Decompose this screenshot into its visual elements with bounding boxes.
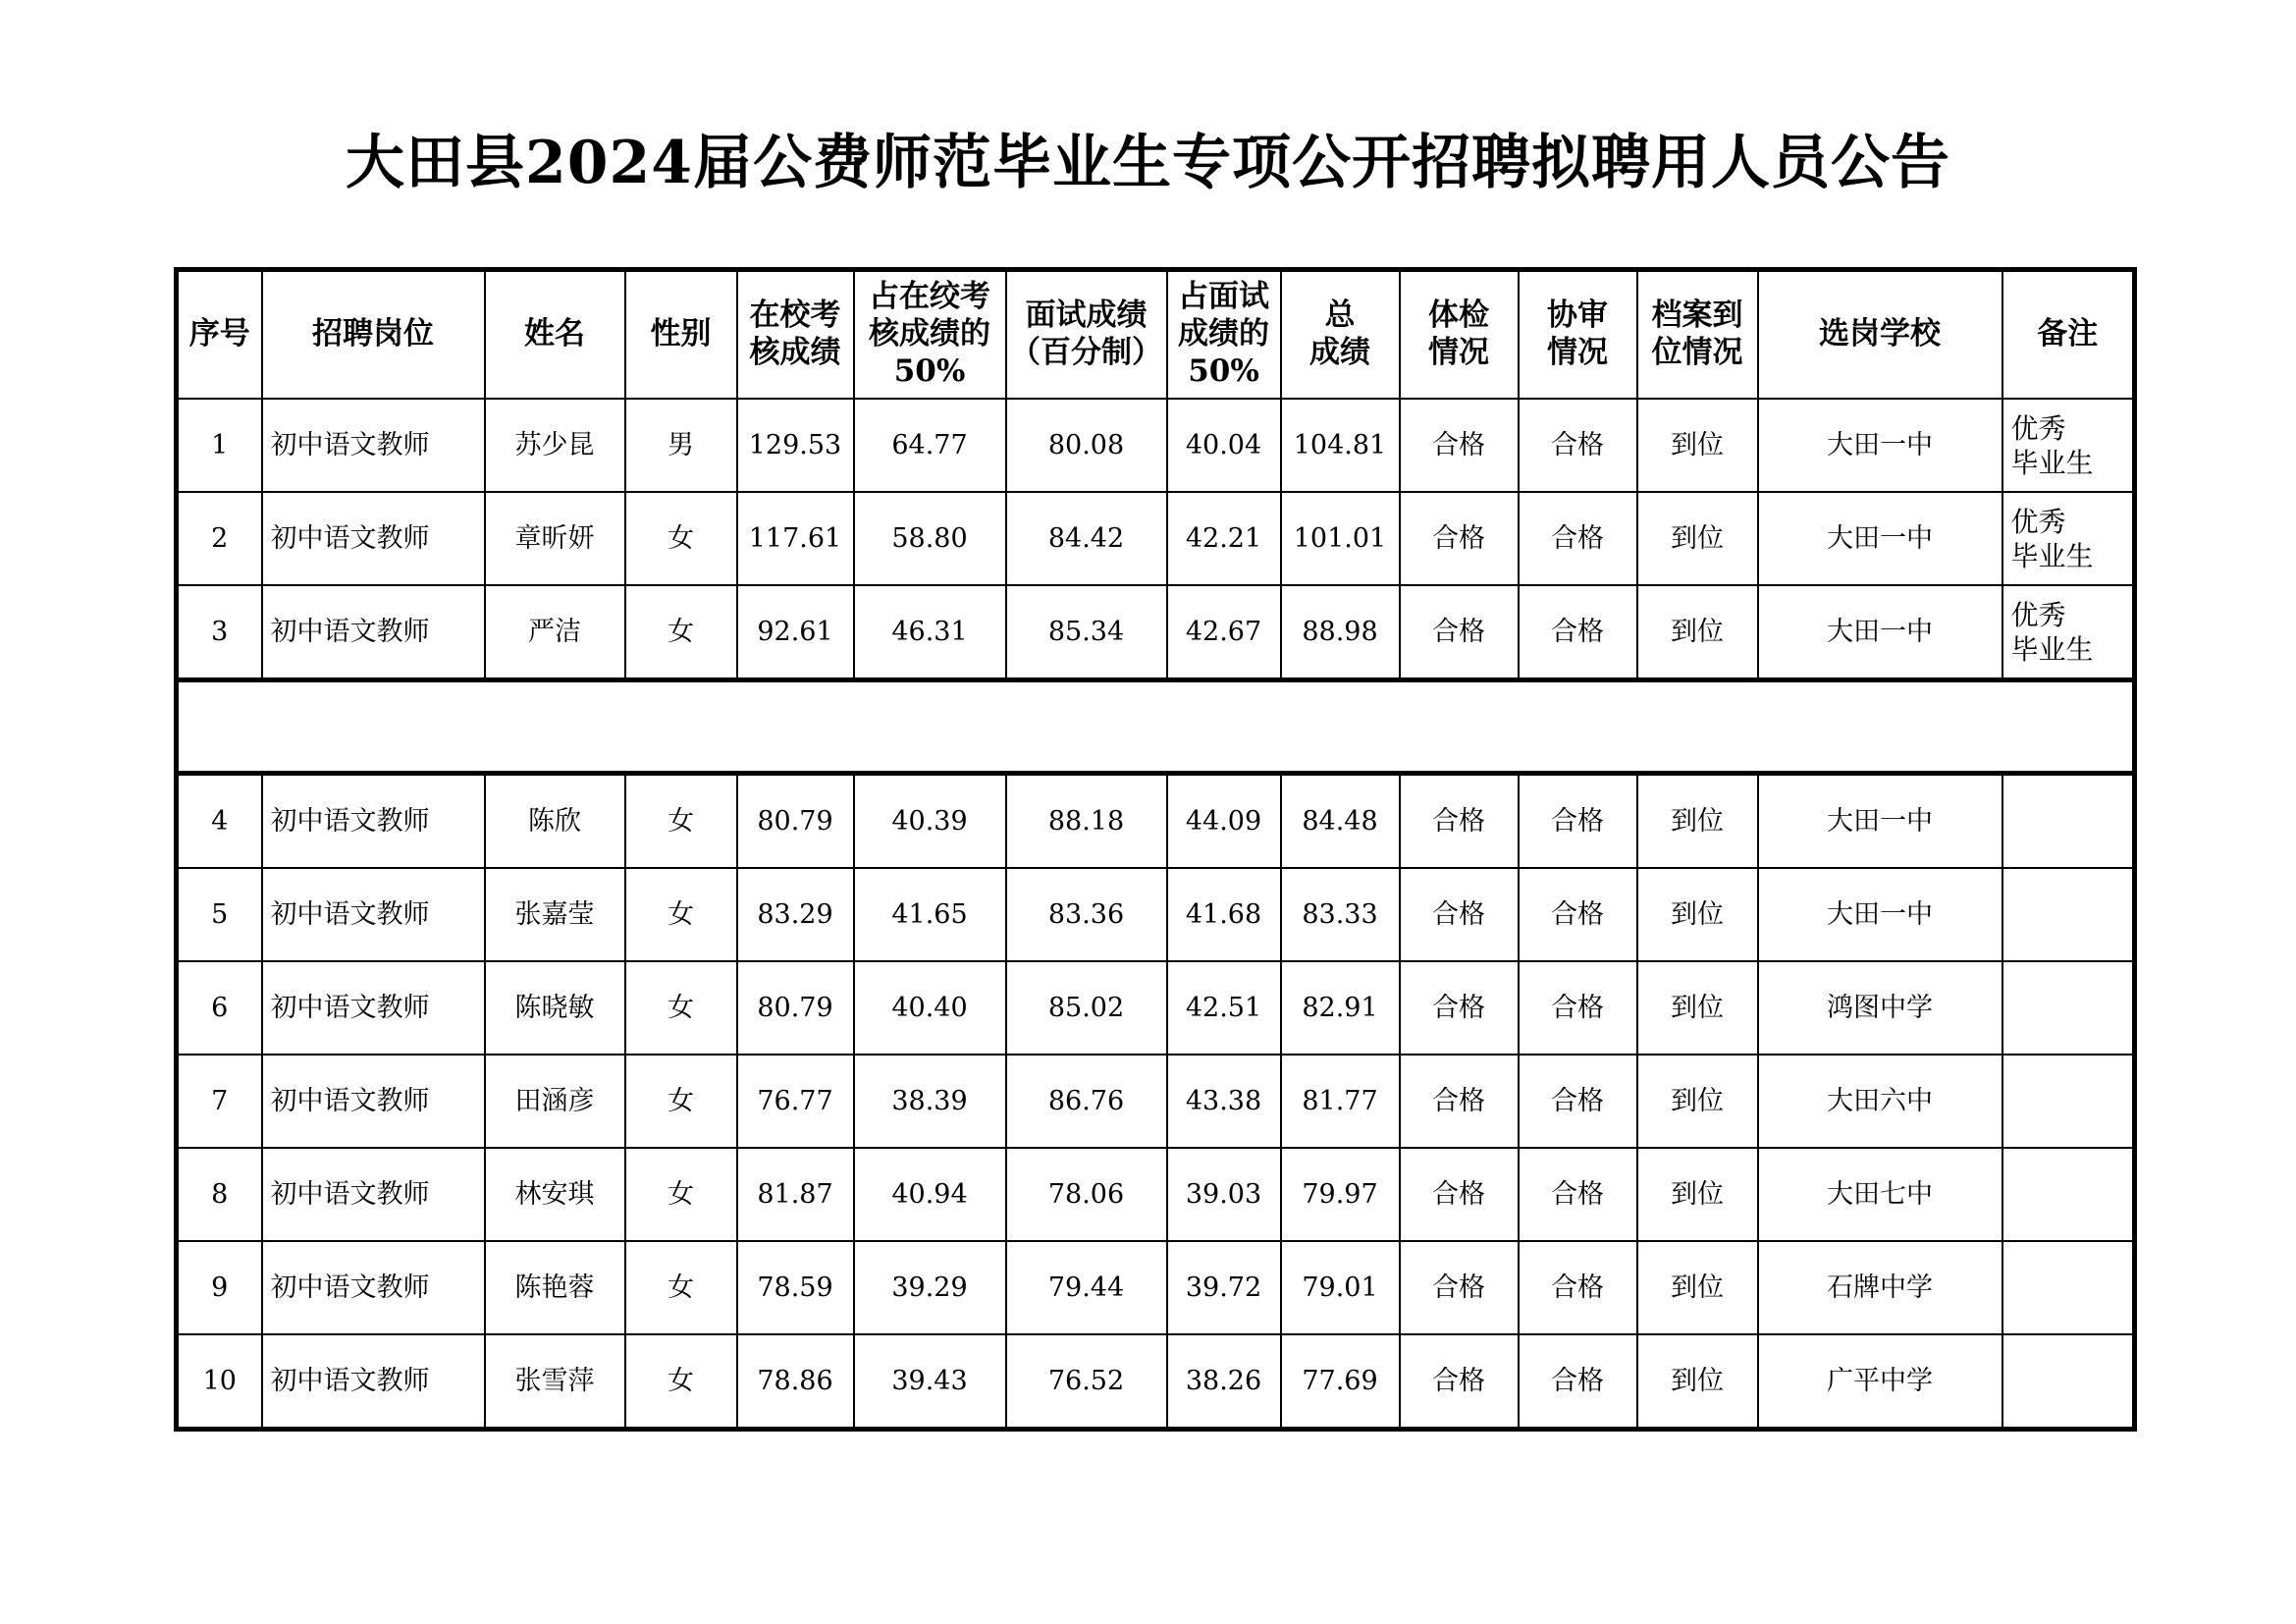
header-line: 成绩 [1309,335,1370,370]
header-line: 情况 [1428,335,1489,370]
cell-interview-score-50: 42.67 [1167,585,1281,680]
cell-name: 章昕妍 [485,492,625,585]
table-row [177,492,2135,585]
cell-school-score: 129.53 [737,399,854,492]
cell-school-score: 83.29 [737,868,854,961]
header-line: 总 [1324,298,1356,334]
cell-interview-score-50: 42.21 [1167,492,1281,585]
header-line: 备注 [2037,316,2099,352]
cell-school-score-50: 39.43 [854,1334,1006,1430]
column-header-gender [625,270,737,400]
cell-name: 田涵彦 [485,1055,625,1148]
cell-seq: 7 [177,1055,262,1148]
cell-seq: 8 [177,1148,262,1241]
column-header-position [262,270,485,400]
cell-interview-score: 86.76 [1006,1055,1167,1148]
cell-position: 初中语文教师 [262,961,485,1055]
cell-total: 82.91 [1281,961,1400,1055]
table-row [177,868,2135,961]
remark-line: 毕业生 [2010,446,2094,479]
cell-school: 大田一中 [1758,492,2002,585]
column-header-interview-score-50 [1167,270,1281,400]
cell-gender: 女 [625,1241,737,1334]
separator-row [177,680,2135,774]
cell-physical: 合格 [1400,492,1519,585]
header-line: 50% [893,352,966,389]
cell-review: 合格 [1519,961,1637,1055]
cell-remark [2002,1055,2135,1148]
cell-school-score: 117.61 [737,492,854,585]
cell-total: 81.77 [1281,1055,1400,1148]
cell-remark [2002,399,2135,492]
cell-school: 大田六中 [1758,1055,2002,1148]
cell-school: 大田一中 [1758,585,2002,680]
cell-school: 大田一中 [1758,774,2002,869]
cell-remark [2002,492,2135,585]
cell-school-score-50: 64.77 [854,399,1006,492]
cell-school-score: 92.61 [737,585,854,680]
table-row [177,961,2135,1055]
cell-physical: 合格 [1400,1148,1519,1241]
cell-gender: 女 [625,1334,737,1430]
cell-name: 张雪萍 [485,1334,625,1430]
cell-remark [2002,868,2135,961]
table-body-top [177,399,2135,680]
header-line: 情况 [1547,335,1608,370]
cell-interview-score-50: 39.03 [1167,1148,1281,1241]
cell-interview-score: 88.18 [1006,774,1167,869]
cell-physical: 合格 [1400,1055,1519,1148]
cell-school-score-50: 40.39 [854,774,1006,869]
table-separator [177,680,2135,774]
cell-review: 合格 [1519,774,1637,869]
cell-name: 严洁 [485,585,625,680]
table-row [177,399,2135,492]
cell-position: 初中语文教师 [262,1055,485,1148]
cell-remark [2002,774,2135,869]
cell-school: 大田七中 [1758,1148,2002,1241]
cell-archive: 到位 [1637,585,1758,680]
cell-interview-score: 76.52 [1006,1334,1167,1430]
cell-gender: 女 [625,1055,737,1148]
table-row [177,1241,2135,1334]
header-line: 性别 [650,316,712,352]
cell-position: 初中语文教师 [262,1241,485,1334]
cell-archive: 到位 [1637,492,1758,585]
cell-remark [2002,585,2135,680]
header-line: 成绩的 [1178,316,1269,352]
page-title: 大田县2024届公费师范毕业生专项公开招聘拟聘用人员公告 [346,129,1950,197]
cell-school: 石牌中学 [1758,1241,2002,1334]
cell-review: 合格 [1519,399,1637,492]
cell-school-score-50: 46.31 [854,585,1006,680]
remark-line: 毕业生 [2010,539,2094,572]
cell-name: 陈艳蓉 [485,1241,625,1334]
header-line: 姓名 [524,316,585,352]
table-row [177,774,2135,869]
cell-total: 104.81 [1281,399,1400,492]
cell-physical: 合格 [1400,774,1519,869]
header-line: 体检 [1428,298,1489,334]
cell-physical: 合格 [1400,399,1519,492]
cell-position: 初中语文教师 [262,492,485,585]
header-line: 位情况 [1651,335,1743,370]
cell-total: 77.69 [1281,1334,1400,1430]
header-line: （百分制） [1010,335,1162,370]
cell-name: 陈晓敏 [485,961,625,1055]
remark-line: 毕业生 [2010,632,2094,666]
cell-gender: 女 [625,868,737,961]
cell-interview-score-50: 39.72 [1167,1241,1281,1334]
header-line: 档案到 [1651,298,1743,334]
cell-position: 初中语文教师 [262,774,485,869]
cell-seq: 10 [177,1334,262,1430]
cell-interview-score: 79.44 [1006,1241,1167,1334]
cell-total: 83.33 [1281,868,1400,961]
cell-name: 陈欣 [485,774,625,869]
header-line: 核成绩的 [869,316,990,352]
cell-seq: 2 [177,492,262,585]
column-header-physical [1400,270,1519,400]
cell-archive: 到位 [1637,1334,1758,1430]
cell-seq: 6 [177,961,262,1055]
cell-gender: 女 [625,492,737,585]
header-line: 50% [1188,352,1259,389]
cell-name: 苏少昆 [485,399,625,492]
cell-archive: 到位 [1637,961,1758,1055]
cell-school: 大田一中 [1758,868,2002,961]
cell-physical: 合格 [1400,585,1519,680]
cell-interview-score: 80.08 [1006,399,1167,492]
cell-physical: 合格 [1400,961,1519,1055]
cell-review: 合格 [1519,492,1637,585]
cell-position: 初中语文教师 [262,1334,485,1430]
cell-school-score: 78.59 [737,1241,854,1334]
cell-school-score-50: 39.29 [854,1241,1006,1334]
cell-school: 鸿图中学 [1758,961,2002,1055]
cell-total: 88.98 [1281,585,1400,680]
column-header-interview-score [1006,270,1167,400]
cell-interview-score: 84.42 [1006,492,1167,585]
header-line: 序号 [188,316,250,352]
cell-remark [2002,1241,2135,1334]
hiring-table [174,267,2137,1432]
cell-school: 广平中学 [1758,1334,2002,1430]
header-line: 协审 [1547,298,1608,334]
remark-line: 优秀 [2010,598,2066,631]
cell-position: 初中语文教师 [262,585,485,680]
cell-school-score: 81.87 [737,1148,854,1241]
cell-total: 101.01 [1281,492,1400,585]
cell-school-score: 78.86 [737,1334,854,1430]
cell-archive: 到位 [1637,399,1758,492]
cell-seq: 4 [177,774,262,869]
cell-interview-score: 78.06 [1006,1148,1167,1241]
header-line: 选岗学校 [1819,316,1941,352]
cell-interview-score-50: 42.51 [1167,961,1281,1055]
cell-review: 合格 [1519,1148,1637,1241]
cell-review: 合格 [1519,1334,1637,1430]
cell-position: 初中语文教师 [262,868,485,961]
cell-total: 79.01 [1281,1241,1400,1334]
table-body-bottom [177,774,2135,1430]
cell-seq: 9 [177,1241,262,1334]
column-header-name [485,270,625,400]
cell-school-score-50: 41.65 [854,868,1006,961]
cell-school-score-50: 40.40 [854,961,1006,1055]
header-line: 占在绞考 [869,279,990,315]
cell-school-score-50: 38.39 [854,1055,1006,1148]
cell-review: 合格 [1519,1055,1637,1148]
cell-archive: 到位 [1637,868,1758,961]
table-row [177,585,2135,680]
cell-physical: 合格 [1400,1334,1519,1430]
table-row [177,1334,2135,1430]
cell-archive: 到位 [1637,1055,1758,1148]
cell-review: 合格 [1519,585,1637,680]
cell-gender: 女 [625,774,737,869]
header-line: 招聘岗位 [312,316,434,352]
cell-interview-score-50: 44.09 [1167,774,1281,869]
cell-archive: 到位 [1637,774,1758,869]
cell-school: 大田一中 [1758,399,2002,492]
cell-total: 79.97 [1281,1148,1400,1241]
column-header-total [1281,270,1400,400]
header-line: 面试成绩 [1025,298,1148,334]
cell-remark [2002,1334,2135,1430]
cell-school-score-50: 58.80 [854,492,1006,585]
table-row [177,1055,2135,1148]
column-header-remark [2002,270,2135,400]
cell-gender: 女 [625,961,737,1055]
separator-cell [177,680,2135,774]
cell-total: 84.48 [1281,774,1400,869]
header-line: 核成绩 [749,335,841,370]
table-row [177,1148,2135,1241]
cell-name: 张嘉莹 [485,868,625,961]
cell-name: 林安琪 [485,1148,625,1241]
cell-interview-score: 83.36 [1006,868,1167,961]
cell-position: 初中语文教师 [262,399,485,492]
cell-seq: 3 [177,585,262,680]
column-header-review [1519,270,1637,400]
header-line: 占面试 [1178,279,1269,315]
cell-remark [2002,1148,2135,1241]
cell-interview-score-50: 40.04 [1167,399,1281,492]
cell-position: 初中语文教师 [262,1148,485,1241]
cell-school-score: 80.79 [737,961,854,1055]
cell-interview-score-50: 41.68 [1167,868,1281,961]
column-header-school-score [737,270,854,400]
cell-interview-score: 85.02 [1006,961,1167,1055]
table-header-row [177,270,2135,400]
cell-gender: 女 [625,1148,737,1241]
cell-archive: 到位 [1637,1241,1758,1334]
header-line: 在校考 [749,298,841,334]
cell-physical: 合格 [1400,868,1519,961]
cell-interview-score-50: 38.26 [1167,1334,1281,1430]
cell-gender: 女 [625,585,737,680]
column-header-school [1758,270,2002,400]
remark-line: 优秀 [2010,411,2066,445]
column-header-school-score-50 [854,270,1006,400]
cell-interview-score-50: 43.38 [1167,1055,1281,1148]
cell-interview-score: 85.34 [1006,585,1167,680]
cell-archive: 到位 [1637,1148,1758,1241]
remark-line: 优秀 [2010,505,2066,538]
cell-school-score-50: 40.94 [854,1148,1006,1241]
cell-remark [2002,961,2135,1055]
column-header-archive [1637,270,1758,400]
cell-seq: 1 [177,399,262,492]
cell-school-score: 76.77 [737,1055,854,1148]
cell-seq: 5 [177,868,262,961]
cell-gender: 男 [625,399,737,492]
cell-review: 合格 [1519,868,1637,961]
cell-review: 合格 [1519,1241,1637,1334]
column-header-seq [177,270,262,400]
cell-school-score: 80.79 [737,774,854,869]
cell-physical: 合格 [1400,1241,1519,1334]
